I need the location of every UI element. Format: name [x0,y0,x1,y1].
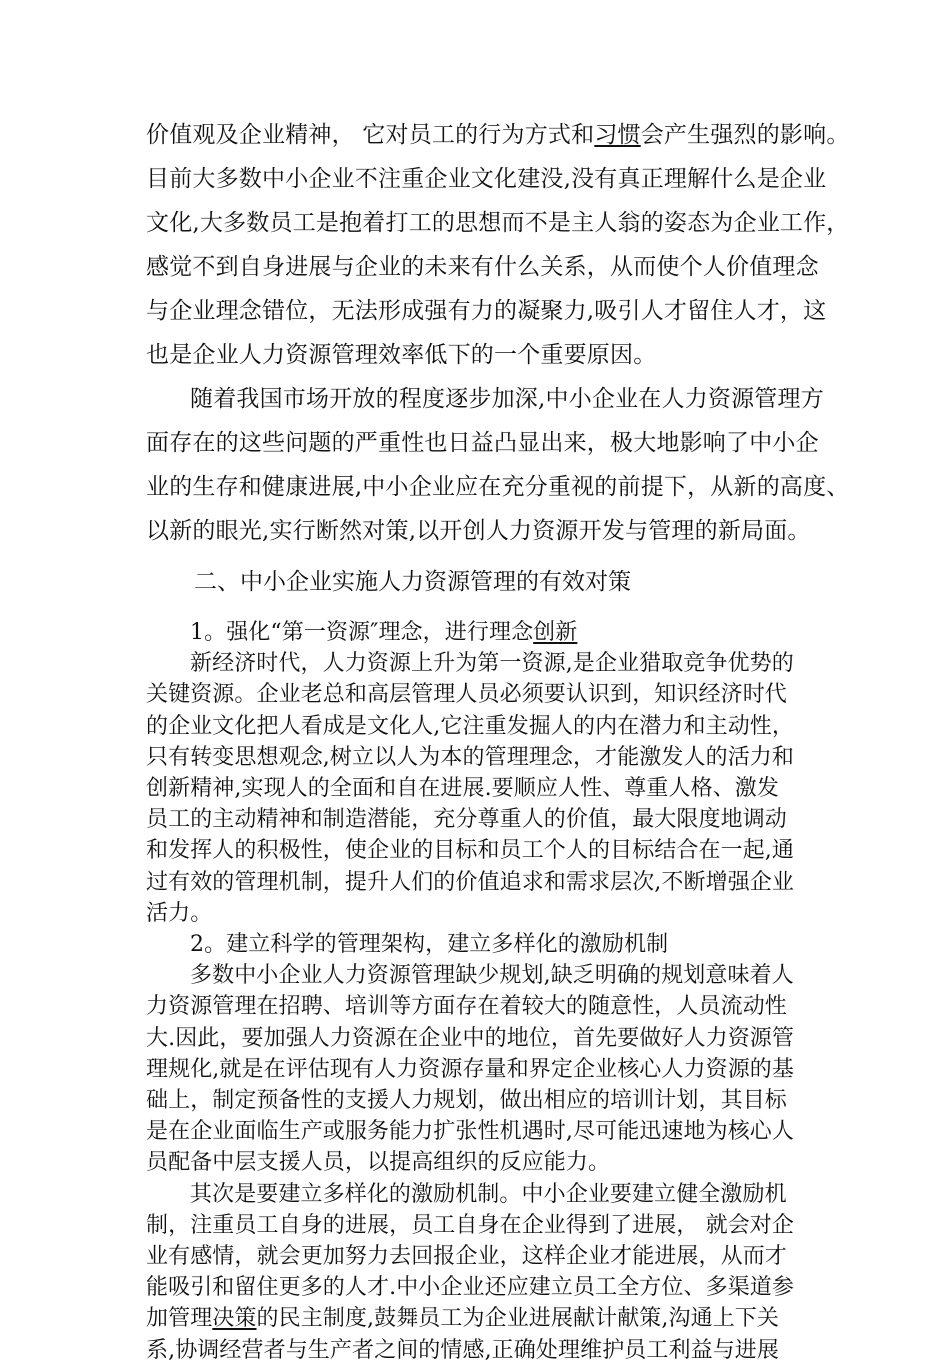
text-line: 以新的眼光,实行断然对策,以开创人力资源开发与管理的新局面。 [146,518,811,544]
text-line: 感觉不到自身进展与企业的未来有什么关系，从而使个人价值理念 [146,254,819,280]
underlined-term: 习惯 [594,122,641,148]
text-line: 系,协调经营者与生产者之间的情感,正确处理维护员工利益与进展 [146,1337,779,1363]
subheading-2: 2。建立科学的管理架构，建立多样化的激励机制 [190,932,669,958]
text-line: 加管理决策的民主制度,鼓舞员工为企业进展献计献策,沟通上下关 [146,1306,780,1332]
text-line: 员工的主动精神和制造潜能，充分尊重人的价值，最大限度地调动 [146,807,787,833]
text-line: 价值观及企业精神， 它对员工的行为方式和习惯会产生强烈的影响。 [146,122,850,148]
text-line: 也是企业人力资源管理效率低下的一个重要原因。 [146,342,657,368]
text-line: 关键资源。企业老总和高层管理人员必须要认识到，知识经济时代 [146,682,787,708]
paragraph-start-line: 多数中小企业人力资源管理缺少规划,缺乏明确的规划意味着人 [190,963,794,989]
paragraph-start-line: 新经济时代，人力资源上升为第一资源,是企业猎取竞争优势的 [190,651,794,677]
lower-text-block [146,617,826,1366]
text-line: 业的生存和健康进展,中小企业应在充分重视的前提下，从新的高度、 [146,474,850,500]
text-line: 创新精神,实现人的全面和自在进展.要顺应人性、尊重人格、激发 [146,776,779,802]
text-line: 文化,大多数员工是抱着打工的思想而不是主人翁的姿态为企业工作， [146,210,850,236]
text-line: 大.因此，要加强人力资源在企业中的地位，首先要做好人力资源管 [146,1025,794,1051]
text-line: 过有效的管理机制，提升人们的价值追求和需求层次,不断增强企业 [146,869,794,895]
text-line: 础上，制定预备性的支援人力规划，做出相应的培训计划，其目标 [146,1088,787,1114]
upper-text-block [146,113,850,553]
text-line: 是在企业面临生产或服务能力扩张性机遇时,尽可能迅速地为核心人 [146,1119,794,1145]
paragraph-start-line: 随着我国市场开放的程度逐步加深,中小企业在人力资源管理方 [190,386,824,412]
paragraph-start-line: 其次是要建立多样化的激励机制。中小企业要建立健全激励机 [190,1181,787,1207]
text-line: 力资源管理在招聘、培训等方面存在着较大的随意性，人员流动性 [146,994,787,1020]
text-line: 业有感情，就会更加努力去回报企业，这样企业才能进展，从而才 [146,1244,787,1270]
text-line: 制，注重员工自身的进展，员工自身在企业得到了进展， 就会对企 [146,1212,794,1238]
subheading-1: 1。强化“第一资源″理念，进行理念创新 [190,620,578,645]
text-line: 面存在的这些问题的严重性也日益凸显出来，极大地影响了中小企 [146,430,819,456]
text-line: 员配备中层支援人员，以提高组织的反应能力。 [146,1150,611,1176]
section-heading: 二、中小企业实施人力资源管理的有效对策 [194,569,631,595]
text-line: 目前大多数中小企业不注重企业文化建没,没有真正理解什么是企业 [146,166,827,192]
text-line: 的企业文化把人看成是文化人,它注重发掘人的内在潜力和主动性， [146,713,794,739]
text-line: 只有转变思想观念,树立以人为本的管理理念，才能激发人的活力和 [146,744,794,770]
text-line: 活力。 [146,900,213,926]
text-line: 能吸引和留住更多的人才.中小企业还应建立员工全方位、多渠道参 [146,1275,794,1301]
underlined-term: 创新 [533,620,578,645]
underlined-term: 决策 [212,1306,257,1332]
text-line: 理规化,就是在评估现有人力资源存量和界定企业核心人力资源的基 [146,1056,794,1082]
text-line: 与企业理念错位，无法形成强有力的凝聚力,吸引人才留住人才，这 [146,298,827,324]
text-line: 和发挥人的积极性，使企业的目标和员工个人的目标结合在一起,通 [146,838,794,864]
